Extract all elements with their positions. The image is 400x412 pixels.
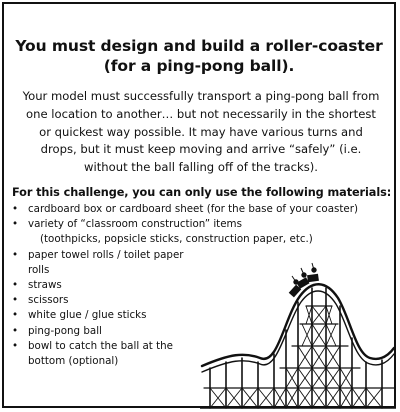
list-item bbox=[10, 248, 198, 278]
title-line-1: You must design and build a roller-coaster bbox=[15, 37, 383, 55]
material-text: ping-pong ball bbox=[28, 324, 102, 337]
bullet-icon: • bbox=[12, 279, 19, 292]
title-line-2: (for a ping-pong ball). bbox=[103, 57, 295, 75]
list-item bbox=[10, 217, 380, 247]
material-text: scissors bbox=[28, 294, 69, 307]
bullet-icon: • bbox=[12, 309, 19, 322]
material-text: white glue / glue sticks bbox=[28, 309, 147, 322]
material-text: bowl to catch the ball at the bottom (optional) bbox=[28, 339, 174, 368]
bullet-icon: • bbox=[12, 339, 19, 352]
bullet-icon: • bbox=[12, 324, 19, 337]
material-text: cardboard box or cardboard sheet (for the base of your coaster) bbox=[28, 203, 359, 215]
bullet-icon: • bbox=[12, 294, 19, 307]
bullet-icon: • bbox=[12, 218, 19, 231]
list-item bbox=[10, 202, 380, 217]
material-text: straws bbox=[28, 279, 62, 292]
list-item bbox=[10, 339, 198, 369]
materials-heading: For this challenge, you can only use the following materials: bbox=[12, 186, 392, 199]
material-note: (toothpicks, popsicle sticks, construction paper, etc.) bbox=[40, 233, 313, 246]
material-text: variety of “classroom construction” items bbox=[28, 218, 242, 231]
material-text: paper towel rolls / toilet paper rolls bbox=[28, 248, 184, 276]
challenge-description: Your model must successfully transport a ping-pong ball from one location to another… but not necessarily in the shortest or quickest way possible. It may have various turns and drops, but it must keep moving and arrive “safely” (i.e. without the ball falling off of the tracks). bbox=[22, 89, 380, 175]
challenge-title bbox=[14, 36, 384, 76]
worksheet-card bbox=[2, 2, 396, 408]
bullet-icon: • bbox=[12, 248, 19, 261]
bullet-icon: • bbox=[12, 203, 19, 215]
roller-coaster-icon bbox=[200, 258, 396, 410]
